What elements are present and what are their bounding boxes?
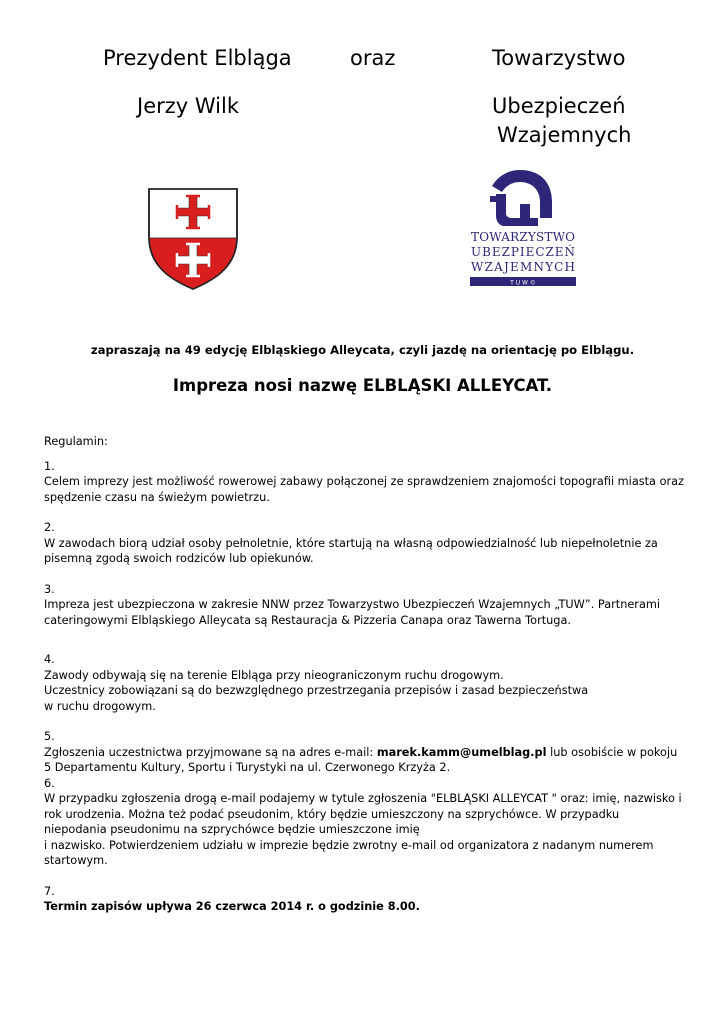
invitation-text: zapraszają na 49 edycję Elbląskiego Alleycata, czyli jazdę na orientację po Elblągu. bbox=[90, 343, 635, 357]
tuw-logo bbox=[468, 168, 580, 288]
rule-3-number: 3. bbox=[44, 582, 55, 596]
rule-1-number: 1. bbox=[44, 459, 55, 473]
event-name-heading: Impreza nosi nazwę ELBLĄSKI ALLEYCAT. bbox=[172, 376, 553, 395]
logo-line2: UBEZPIECZEŃ bbox=[471, 245, 575, 259]
rule-3-text: Impreza jest ubezpieczona w zakresie NNW przez Towarzystwo Ubezpieczeń Wzajemnych „TUW”. Partnerami cateringowymi Elbląskiego Alleycata są Restauracja & Pizzeria Canapa oraz Tawerna Tortuga. bbox=[44, 598, 661, 627]
logo-line1: TOWARZYSTWO bbox=[471, 230, 575, 244]
rules-title: Regulamin: bbox=[44, 435, 108, 448]
coat-of-arms-image bbox=[147, 187, 239, 291]
rule-7-number: 7. bbox=[44, 884, 55, 898]
rules-section bbox=[44, 434, 684, 915]
rule-4-number: 4. bbox=[44, 653, 55, 666]
header-right-line3: Wzajemnych bbox=[497, 123, 632, 147]
header-right-line2: Ubezpieczeń bbox=[492, 94, 626, 118]
rule-2-text: W zawodach biorą udział osoby pełnoletnie, które startują na własną odpowiedzialność lub niepełnoletnie za pisemną zgodą swoich rodziców lub opiekunów. bbox=[44, 536, 658, 565]
rule-2-number: 2. bbox=[44, 521, 55, 534]
rule-5-after: lub osobiście w pokoju 5 Departamentu Kultury, Sportu i Turystyki na ul. Czerwonego Krzyża 2. bbox=[44, 745, 678, 774]
rule-4-line2: Uczestnicy zobowiązani są do bezwzględnego przestrzegania przepisów i zasad bezpieczeństwa bbox=[44, 684, 589, 697]
rule-5-text bbox=[44, 745, 684, 776]
deadline-text: Termin zapisów upływa 26 czerwca 2014 r. o godzinie 8.00. bbox=[44, 900, 420, 913]
header-left-line2: Jerzy Wilk bbox=[137, 94, 240, 118]
rule-7-text bbox=[44, 899, 684, 915]
rule-1-text: Celem imprezy jest możliwość rowerowej zabawy połączonej ze sprawdzeniem znajomości topografii miasta oraz spędzenie czasu na świeżym powietrzu. bbox=[44, 475, 684, 504]
rule-5-before: Zgłoszenia uczestnictwa przyjmowane są na adres e-mail: bbox=[44, 745, 377, 759]
header-middle: oraz bbox=[350, 46, 396, 70]
rule-6-text2: i nazwisko. Potwierdzeniem udziału w imprezie będzie zwrotny e-mail od organizatora z nadanym numerem startowym. bbox=[44, 838, 654, 867]
header-right-line1: Towarzystwo bbox=[492, 46, 626, 70]
logo-line3: WZAJEMNYCH bbox=[471, 260, 575, 274]
email-link[interactable]: marek.kamm@umelblag.pl bbox=[376, 745, 547, 759]
rule-4-line1: Zawody odbywają się na terenie Elbląga przy nieograniczonym ruchu drogowym. bbox=[44, 668, 504, 682]
rule-6-text1: W przypadku zgłoszenia drogą e-mail podajemy w tytule zgłoszenia "ELBLĄSKI ALLEYCAT " oraz: imię, nazwisko i rok urodzenia. Można też podać pseudonim, który będzie umieszczony na szprychówce. W przypadku niepodania pseudonimu na szprychówce będzie umieszczone imię bbox=[44, 792, 682, 836]
tuw-emblem-icon bbox=[490, 170, 552, 226]
rule-5-number: 5. bbox=[44, 730, 55, 743]
rule-4-line3: w ruchu drogowym. bbox=[44, 699, 156, 713]
rule-6-number: 6. bbox=[44, 776, 55, 790]
header-left-line1: Prezydent Elbląga bbox=[103, 46, 292, 70]
logo-tag: T U W © bbox=[510, 279, 536, 287]
